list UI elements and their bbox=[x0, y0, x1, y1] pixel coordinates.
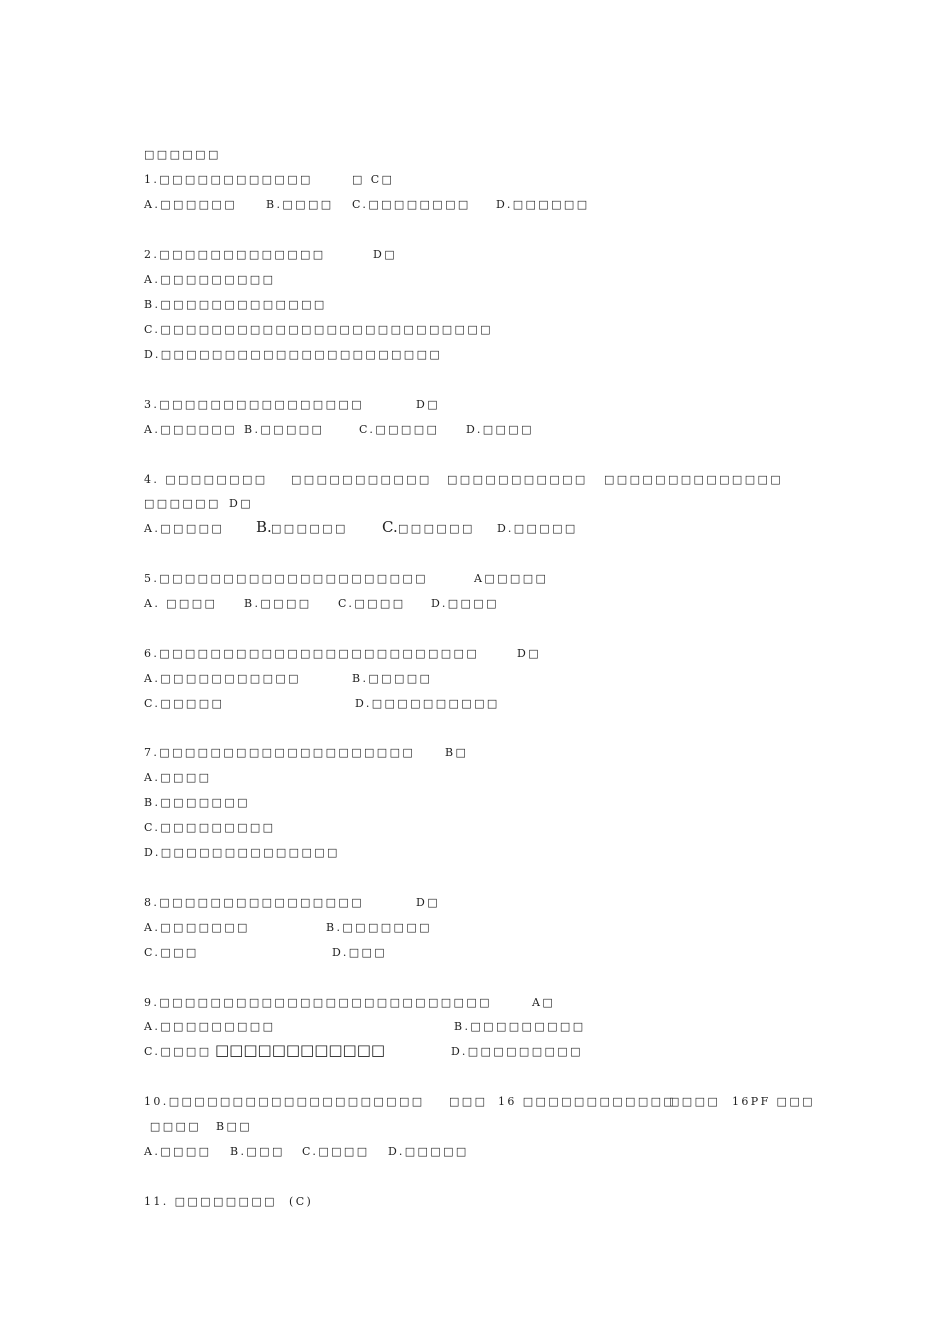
text-line-segment: 1.□□□□□□□□□□□□ bbox=[144, 173, 313, 186]
text-line-segment: B.□□□□□ bbox=[244, 423, 325, 436]
text-line-segment: 4. □□□□□□□□ bbox=[144, 473, 268, 486]
text-line-segment: B□□ bbox=[216, 1120, 253, 1133]
text-line-segment: D.□□□□□ bbox=[497, 522, 578, 535]
text-line-segment: C.□□□□ bbox=[302, 1145, 370, 1158]
text-line-segment: 16 □□□□□□□□□□□□ bbox=[498, 1095, 677, 1108]
text-line-segment: □□□□□□□□□□□□□□ bbox=[604, 473, 784, 486]
text-line-segment: A.□□□□□□□□□ bbox=[144, 1020, 276, 1033]
text-line-segment: C.□□□ bbox=[144, 946, 199, 959]
text-line-segment: D.□□□□□□□□□□□□□□□□□□□□□□ bbox=[144, 348, 443, 361]
text-line-segment: □□□□□□ bbox=[398, 522, 475, 535]
text-line-segment: C.□□□□□ bbox=[359, 423, 440, 436]
text-line-segment: □□□□□□□□□□□ bbox=[291, 473, 432, 486]
text-line-segment: □□□□□□ bbox=[144, 148, 221, 161]
text-line-segment: C.□□□□□□□□ bbox=[352, 198, 471, 211]
text-line-segment: A.□□□□□ bbox=[144, 522, 225, 535]
text-line-segment: 10.□□□□□□□□□□□□□□□□□□□□ bbox=[144, 1095, 425, 1108]
text-line-segment: B.□□□ bbox=[230, 1145, 285, 1158]
text-line-segment: B.□□□□ bbox=[244, 597, 312, 610]
text-line-segment: A.□□□□□□ bbox=[144, 198, 237, 211]
text-line-segment: 3.□□□□□□□□□□□□□□□□ bbox=[144, 398, 364, 411]
text-line-segment: □□□□□□ bbox=[271, 522, 348, 535]
text-line-segment: A.□□□□ bbox=[144, 771, 212, 784]
text-line-segment: B.□□□□□□□ bbox=[144, 796, 250, 809]
text-line-segment: □□□ bbox=[449, 1095, 488, 1108]
text-line-segment: □□□□ bbox=[144, 1120, 202, 1133]
text-line-segment: C.□□□□□□□□□ bbox=[144, 821, 276, 834]
text-line-segment: D.□□□□□□□□□□ bbox=[355, 697, 500, 710]
text-line-segment: 8.□□□□□□□□□□□□□□□□ bbox=[144, 896, 364, 909]
text-line-segment: (C) bbox=[289, 1195, 314, 1208]
text-line-segment: B□ bbox=[445, 746, 469, 759]
text-line-segment: B.□□□□□□□ bbox=[326, 921, 432, 934]
text-line-segment: A.□□□□ bbox=[144, 1145, 212, 1158]
text-line-segment: D□ bbox=[416, 896, 441, 909]
text-line-segment: C.□□□□ bbox=[144, 1045, 212, 1058]
text-line-segment: D.□□□□□ bbox=[388, 1145, 469, 1158]
text-line-segment: C.□□□□□□□□□□□□□□□□□□□□□□□□□□ bbox=[144, 323, 493, 336]
text-line-segment: D□ bbox=[416, 398, 441, 411]
text-line-segment: D□ bbox=[229, 497, 254, 510]
text-line-segment: D.□□□□□□□□□ bbox=[451, 1045, 583, 1058]
text-line-segment: D□ bbox=[517, 647, 542, 660]
text-line-segment: B. bbox=[256, 518, 272, 536]
text-line-segment: 2.□□□□□□□□□□□□□ bbox=[144, 248, 326, 261]
text-line-segment: 9.□□□□□□□□□□□□□□□□□□□□□□□□□□ bbox=[144, 996, 492, 1009]
text-line-segment: A.□□□□□□□□□ bbox=[144, 273, 276, 286]
text-line-segment: □□□□□□ bbox=[144, 497, 221, 510]
text-line-segment: □ C□ bbox=[352, 173, 395, 186]
text-line-segment: 6.□□□□□□□□□□□□□□□□□□□□□□□□□ bbox=[144, 647, 480, 660]
text-line-segment: 5.□□□□□□□□□□□□□□□□□□□□□ bbox=[144, 572, 428, 585]
text-line-segment: A.□□□□□□□ bbox=[144, 921, 250, 934]
text-line-segment: A□ bbox=[532, 996, 556, 1009]
text-line-segment: D.□□□□□□□□□□□□□□ bbox=[144, 846, 340, 859]
text-line-segment: C. bbox=[382, 518, 398, 536]
text-line-segment: □□□□□□□□□□□□ bbox=[215, 1041, 386, 1059]
text-line-segment: A.□□□□□□□□□□□ bbox=[144, 672, 301, 685]
text-line-segment: B.□□□□ bbox=[266, 198, 334, 211]
text-line-segment: A. □□□□ bbox=[144, 597, 218, 610]
text-line-segment: B.□□□□□□□□□ bbox=[454, 1020, 586, 1033]
text-line-segment: D□ bbox=[373, 248, 398, 261]
text-line-segment: A.□□□□□□ bbox=[144, 423, 237, 436]
text-line-segment: 7.□□□□□□□□□□□□□□□□□□□□ bbox=[144, 746, 416, 759]
text-line-segment: B.□□□□□□□□□□□□□ bbox=[144, 298, 327, 311]
text-line-segment: A□□□□□ bbox=[474, 572, 549, 585]
text-line-segment: C.□□□□□ bbox=[144, 697, 225, 710]
text-line-segment: D.□□□□□□ bbox=[496, 198, 590, 211]
text-line-segment: □□□□□□□□□□□ bbox=[447, 473, 588, 486]
text-line-segment: D.□□□□ bbox=[466, 423, 534, 436]
text-line-segment: □□□□ bbox=[669, 1095, 721, 1108]
text-line-segment: 11. □□□□□□□□ bbox=[144, 1195, 277, 1208]
text-line-segment: B.□□□□□ bbox=[352, 672, 433, 685]
text-line-segment: D.□□□□ bbox=[431, 597, 499, 610]
text-line-segment: C.□□□□ bbox=[338, 597, 406, 610]
text-line-segment: D.□□□ bbox=[332, 946, 388, 959]
text-line-segment: 16PF □□□ bbox=[732, 1095, 815, 1108]
